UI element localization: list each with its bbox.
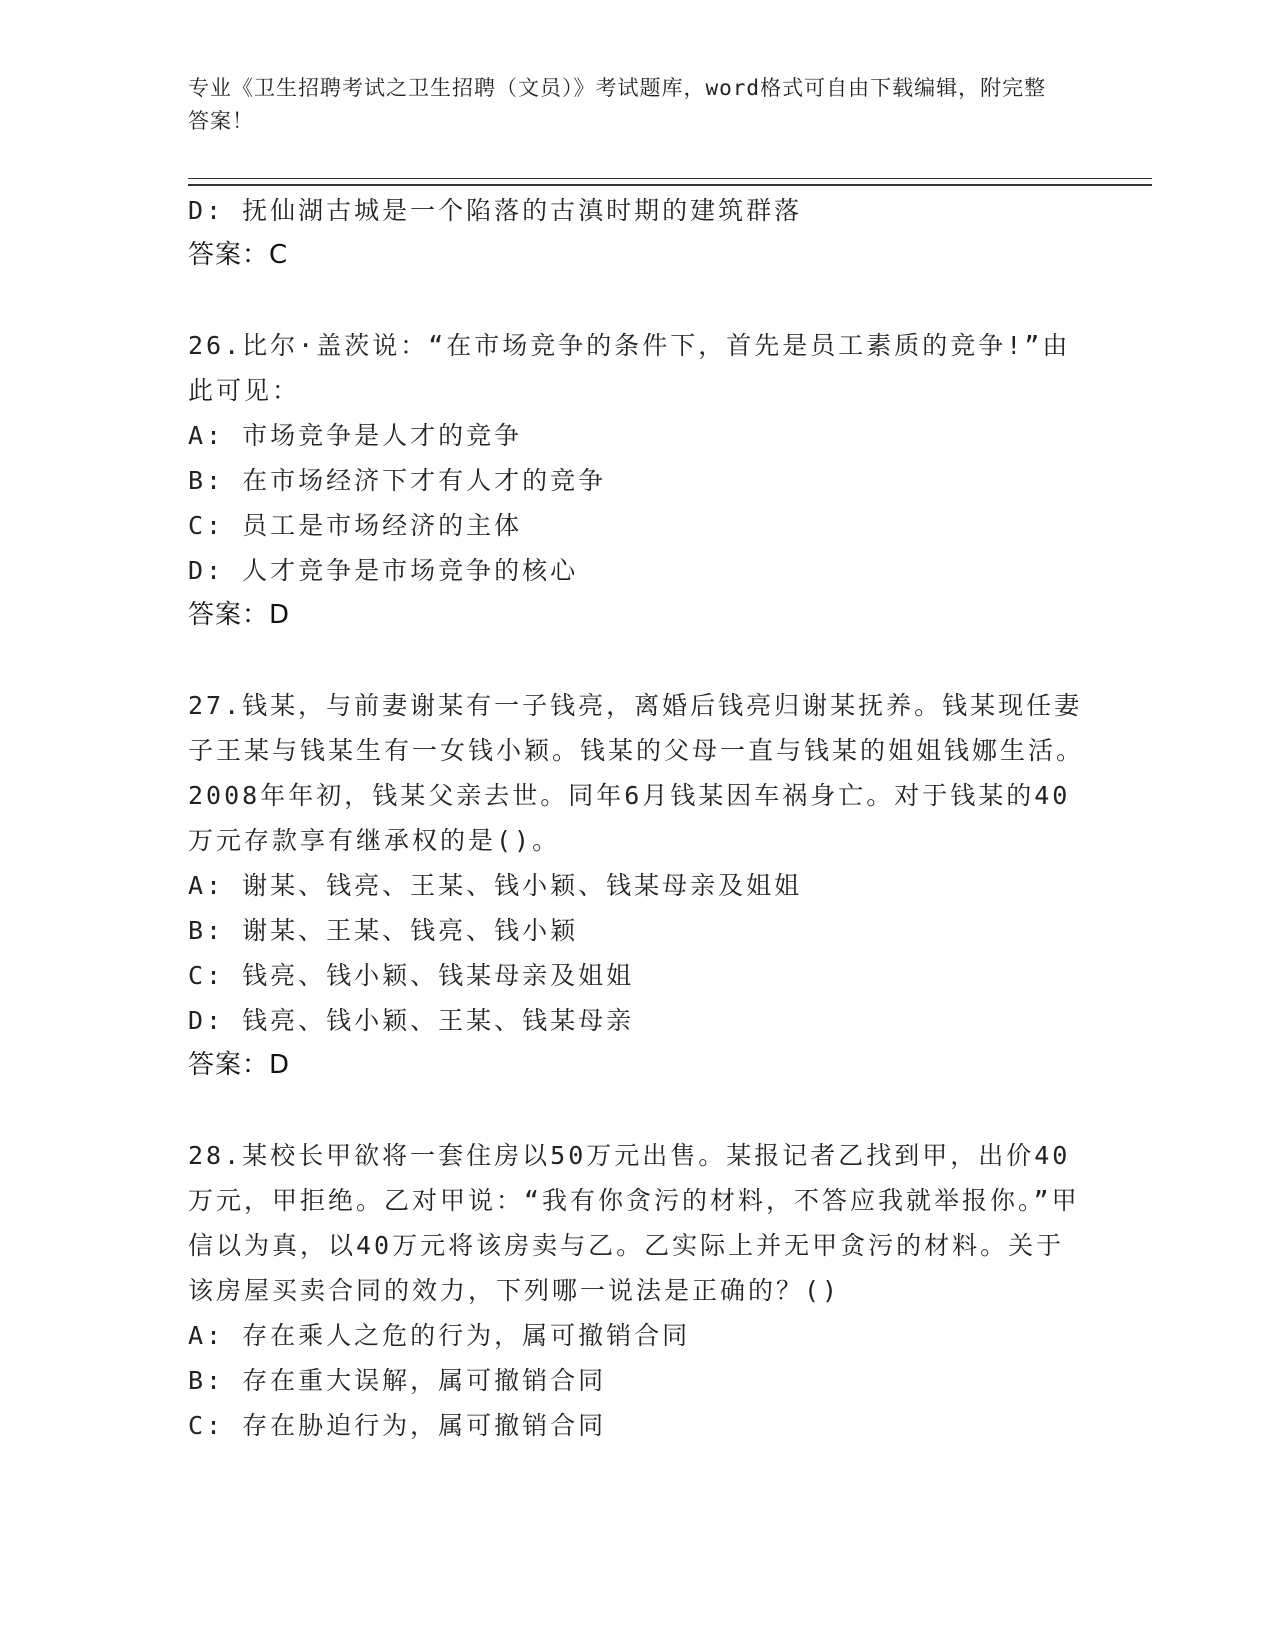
spacer: [188, 638, 1088, 683]
document-body: [188, 188, 1088, 1448]
question-stem: 28.某校长甲欲将一套住房以50万元出售。某报记者乙找到甲，出价40万元，甲拒绝。乙对甲说：“我有你贪污的材料，不答应我就举报你。”甲信以为真，以40万元将该房卖与乙。乙实际上并无甲贪污的材料。关于该房屋买卖合同的效力，下列哪一说法是正确的？(): [188, 1141, 1080, 1305]
spacer: [188, 278, 1088, 323]
option-b: B: 谢某、王某、钱亮、钱小颖: [188, 916, 579, 945]
option-a: A: 市场竞争是人才的竞争: [188, 421, 523, 450]
answer-line: 答案：D: [188, 1050, 291, 1080]
page-header: 专业《卫生招聘考试之卫生招聘（文员）》考试题库，word格式可自由下载编辑，附完整答案！: [188, 76, 1047, 133]
question-27: [188, 683, 1088, 1088]
question-26: [188, 323, 1088, 638]
option-b: B: 存在重大误解，属可撤销合同: [188, 1366, 607, 1395]
option-c: C: 钱亮、钱小颖、钱某母亲及姐姐: [188, 961, 635, 990]
question-stem: 26.比尔·盖茨说：“在市场竞争的条件下，首先是员工素质的竞争!”由此可见：: [188, 331, 1071, 405]
question-28: [188, 1133, 1088, 1448]
header-divider-thin: [188, 178, 1152, 179]
answer-line: 答案：D: [188, 600, 291, 630]
option-c: C: 存在胁迫行为，属可撤销合同: [188, 1411, 607, 1440]
option-b: B: 在市场经济下才有人才的竞争: [188, 466, 607, 495]
option-d: D: 人才竞争是市场竞争的核心: [188, 556, 579, 585]
question-stem: 27.钱某，与前妻谢某有一子钱亮，离婚后钱亮归谢某抚养。钱某现任妻子王某与钱某生有一女钱小颖。钱某的父母一直与钱某的姐姐钱娜生活。2008年年初，钱某父亲去世。同年6月钱某因车祸身亡。对于钱某的40万元存款享有继承权的是()。: [188, 691, 1085, 855]
option-d: D: 钱亮、钱小颖、王某、钱某母亲: [188, 1006, 635, 1035]
option-a: A: 谢某、钱亮、王某、钱小颖、钱某母亲及姐姐: [188, 871, 803, 900]
option-c: C: 员工是市场经济的主体: [188, 511, 523, 540]
answer-line: 答案：C: [188, 240, 289, 270]
option-d: D: 抚仙湖古城是一个陷落的古滇时期的建筑群落: [188, 196, 803, 225]
option-a: A: 存在乘人之危的行为，属可撤销合同: [188, 1321, 691, 1350]
previous-question-tail: [188, 188, 1088, 278]
spacer: [188, 1088, 1088, 1133]
header-divider-thick: [188, 184, 1152, 186]
